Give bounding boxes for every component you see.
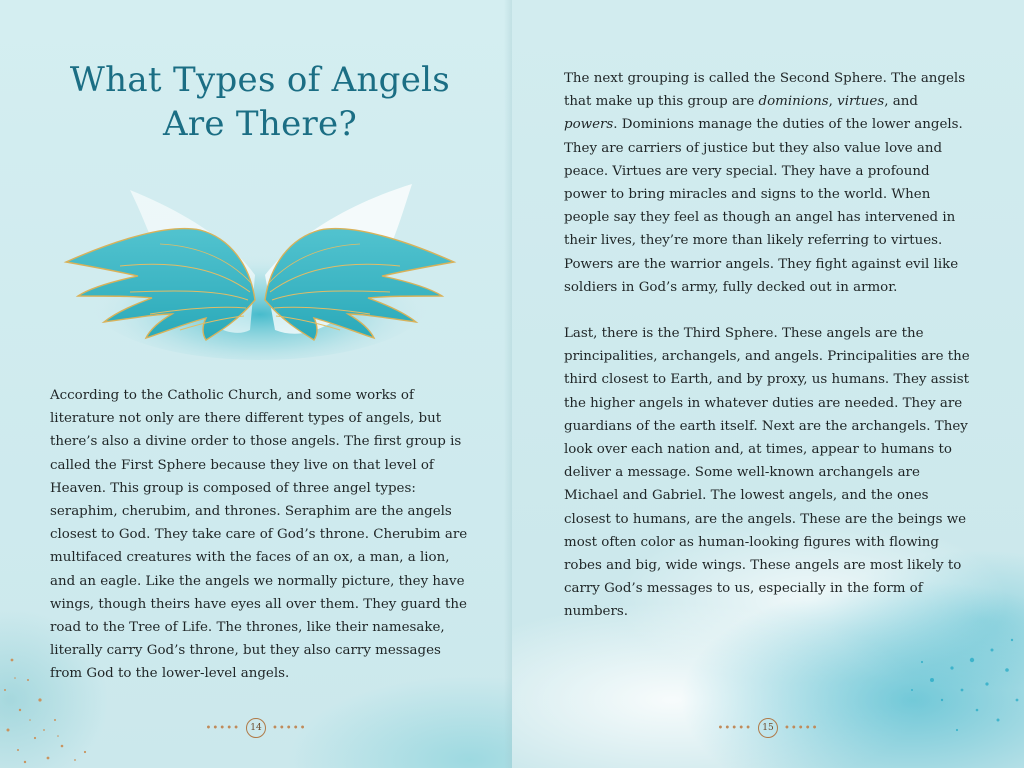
p1-text-b: . Dominions manage the duties of the lower angels. They are carriers of justice but they also value love and peace. Virtues are very special. They have a profound power to bring miracles and signs to the world. When people say they feel as though an angel has intervened in their lives, they’re more than likely referring to virtues. Powers are the warrior angels. They fight against evil like soldiers in God’s army, fully decked out in armor. [564, 117, 963, 295]
left-paragraph: According to the Catholic Church, and some works of literature not only are there different types of angels, but there’s also a divine order to those angels. The first group is called the First Sphere because they live on that level of Heaven. This group is composed of three angel types: seraphim, cherubim, and thrones. Seraphim are the angels closest to God. They take care of God’s throne. Cherubim are multifaced creatures with the faces of an ox, a man, a lion, and an eagle. Like the angels we normally picture, they have wings, though theirs have eyes all over them. They guard the road to the Tree of Life. The thrones, like their namesake, literally carry God’s throne, but they also carry messages from God to the lower-level angels. [50, 388, 468, 682]
title-line-1: What Types of Angels [69, 60, 451, 100]
title-line-2: Are There? [162, 104, 358, 144]
right-paragraph-1 [564, 67, 974, 299]
right-body-text [564, 67, 974, 624]
p1-sep-2: , and [884, 94, 918, 110]
folio-ornament-left: ••••• [717, 722, 752, 734]
page-title [40, 58, 480, 146]
folio-ornament-right: ••••• [272, 722, 307, 734]
p1-text-a: The next grouping is called the Second Sphere. The angels that make up this group are [564, 71, 966, 110]
p1-sep-1: , [828, 94, 838, 110]
folio-ornament-right: ••••• [784, 722, 819, 734]
folio-ornament-left: ••••• [205, 722, 240, 734]
page-number-badge: 15 [758, 718, 778, 738]
watercolor-splash-decoration [812, 620, 1024, 768]
page-number-left [196, 717, 316, 739]
right-paragraph-2: Last, there is the Third Sphere. These angels are the principalities, archangels, and angels. Principalities are the third closest to Earth, and by proxy, us humans. They assist the higher angels in whatever duties are needed. They are guardians of the earth itself. Next are the archangels. They look over each nation and, at times, appear to humans to deliver a message. Some well-known archangels are Michael and Gabriel. The lowest angels, and the ones closest to humans, are the angels. These are the beings we most often color as human-looking figures with flowing robes and big, wide wings. These angels are most likely to carry God’s messages to us, especially in the form of numbers. [564, 326, 970, 620]
term-dominions: dominions [758, 94, 829, 110]
angel-wings-illustration [60, 180, 460, 360]
term-virtues: virtues [837, 94, 885, 110]
page-number-badge: 14 [246, 718, 266, 738]
right-page [512, 0, 1024, 768]
term-powers: powers [564, 117, 614, 133]
page-number-right [708, 717, 828, 739]
gold-sparkle-decoration [0, 620, 130, 768]
